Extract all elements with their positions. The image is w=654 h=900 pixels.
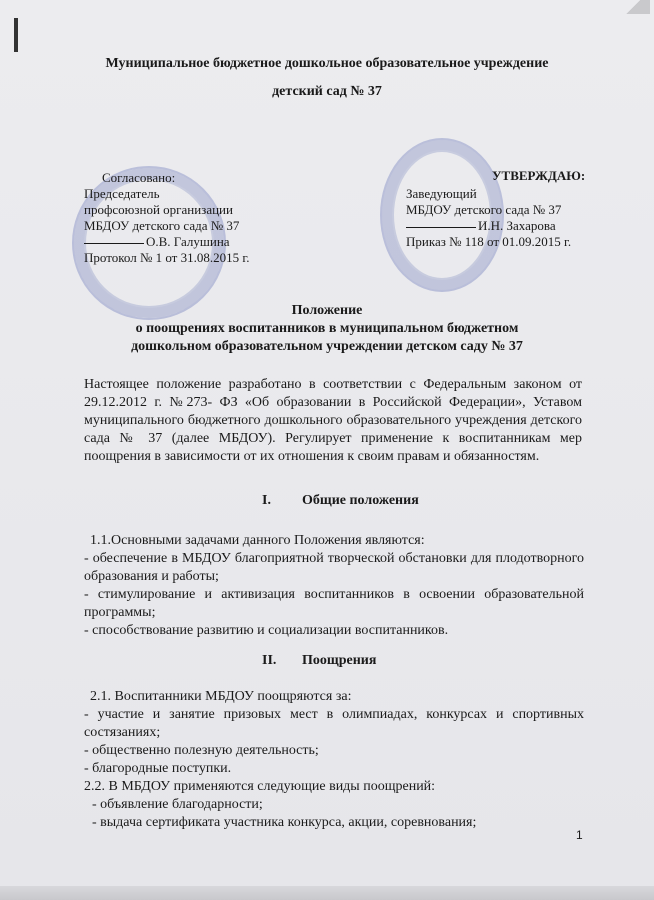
agreed-label: Согласовано: xyxy=(102,170,176,185)
org-subname: детский сад № 37 xyxy=(272,84,382,99)
scan-mark xyxy=(14,18,18,52)
list-item: 2.2. В МБДОУ применяются следующие виды поощрений: xyxy=(84,779,436,794)
doc-subtitle-line1: о поощрениях воспитанников в муниципальном бюджетном xyxy=(135,321,519,336)
list-item: - благородные поступки. xyxy=(84,761,232,776)
protocol-ref: Протокол № 1 от 31.08.2015 г. xyxy=(84,250,250,265)
section-number: I. xyxy=(262,493,271,508)
order-ref: Приказ № 118 от 01.09.2015 г. xyxy=(406,234,572,249)
page-corner xyxy=(616,0,650,14)
list-item: - стимулирование и активизация воспитанников в освоении образовательной программы; xyxy=(84,587,584,620)
section-2-body xyxy=(84,688,584,832)
signature-underline xyxy=(406,227,476,228)
signatory-name-right: И.Н. Захарова xyxy=(478,218,556,233)
section-number: II. xyxy=(262,653,277,668)
list-item: - объявление благодарности; xyxy=(92,797,263,812)
kindergarten-name-right: МБДОУ детского сада № 37 xyxy=(406,202,562,217)
doc-subtitle-line2: дошкольном образовательном учреждении детском саду № 37 xyxy=(131,339,523,354)
section-title: Общие положения xyxy=(302,493,419,508)
signature-line-left xyxy=(84,234,249,250)
kindergarten-name-left: МБДОУ детского сада № 37 xyxy=(84,218,240,233)
list-item: - общественно полезную деятельность; xyxy=(84,743,319,758)
signature-line-right xyxy=(406,218,571,234)
head-title: Заведующий xyxy=(406,186,477,201)
section-title: Поощрения xyxy=(302,653,377,668)
list-item: - участие и занятие призовых мест в олимпиадах, конкурсах и спортивных состязаниях; xyxy=(84,707,584,740)
list-item: - способствование развитию и социализации воспитанников. xyxy=(84,623,449,638)
approval-right-block xyxy=(406,168,586,250)
list-item: 2.1. Воспитанники МБДОУ поощряются за: xyxy=(90,689,352,704)
page-number: 1 xyxy=(576,828,583,842)
list-item: 1.1.Основными задачами данного Положения являются: xyxy=(90,533,425,548)
signature-underline xyxy=(84,243,144,244)
doc-title: Положение xyxy=(291,303,363,318)
intro-paragraph: Настоящее положение разработано в соответствии с Федеральным законом от 29.12.2012 г. №273- ФЗ «Об образовании в Российской Федерации», Уставом муниципального бюджетного дошкольного образовательного учреждения детского сада № 37 (далее МБДОУ). Регулирует применение к воспитанникам мер поощрения в зависимости от их отношения к своим правам и обязанностям. xyxy=(84,377,582,464)
scan-edge xyxy=(0,886,654,900)
approval-left-block xyxy=(84,170,249,266)
section-1-body xyxy=(84,532,584,640)
org-name: Муниципальное бюджетное дошкольное образовательное учреждение xyxy=(105,56,549,71)
chairman-title: Председатель xyxy=(84,186,160,201)
list-item: - выдача сертификата участника конкурса, акции, соревнования; xyxy=(92,815,477,830)
union-org: профсоюзной организации xyxy=(84,202,233,217)
list-item: - обеспечение в МБДОУ благоприятной творческой обстановки для плодотворного образования и работы; xyxy=(84,551,584,584)
signatory-name-left: О.В. Галушина xyxy=(146,234,230,249)
approve-label: УТВЕРЖДАЮ: xyxy=(492,168,586,183)
